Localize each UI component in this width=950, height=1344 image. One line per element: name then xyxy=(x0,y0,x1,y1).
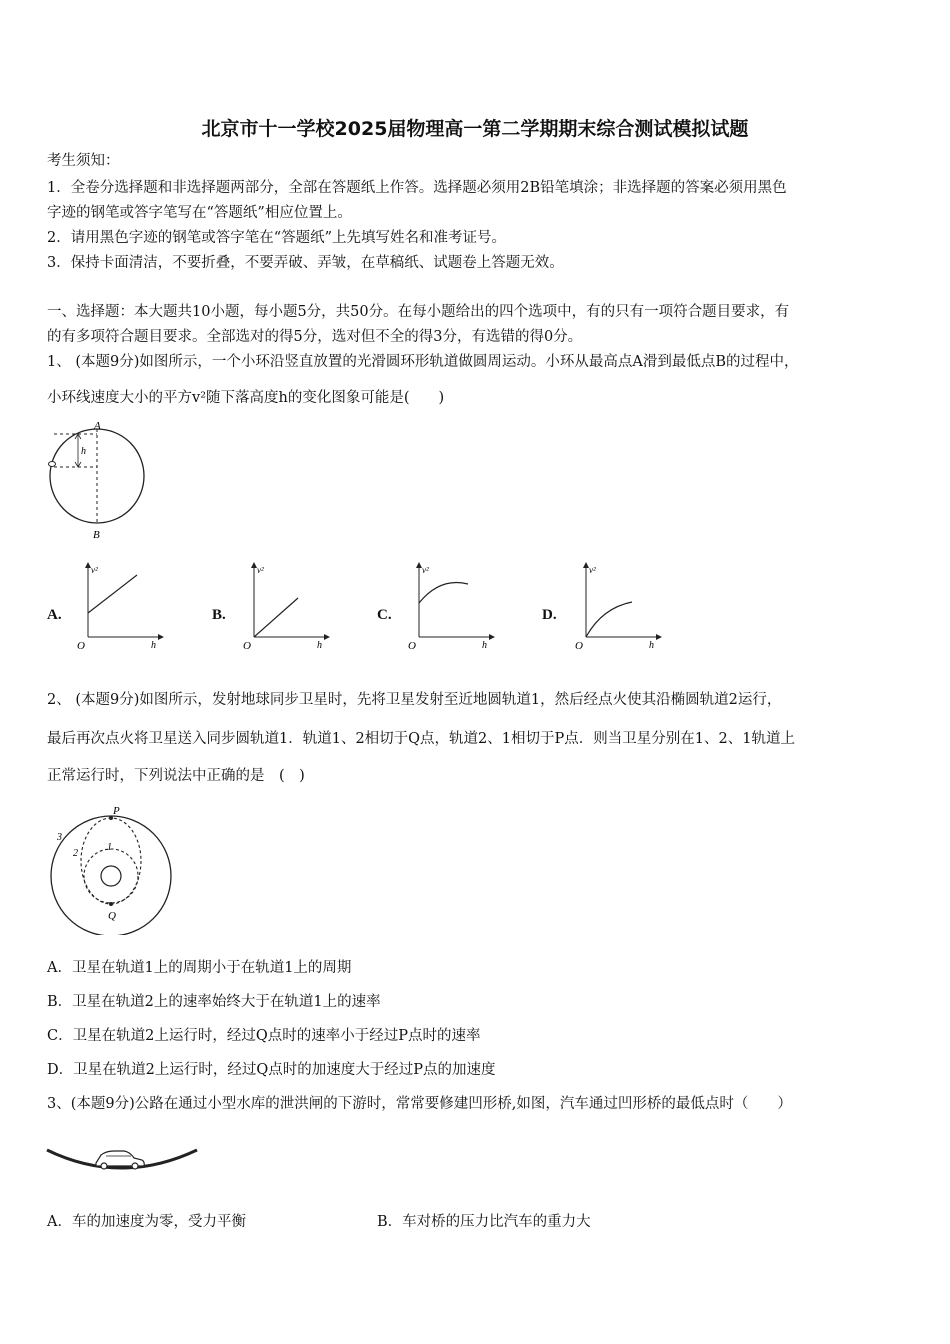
q2-label-orbit3: 3 xyxy=(57,832,62,843)
q2-option-d[interactable]: D．卫星在轨道2上运行时，经过Q点时的加速度大于经过P点的加速度 xyxy=(47,1062,496,1078)
q2-orbit-figure xyxy=(48,800,178,935)
q1-label-h: h xyxy=(81,446,86,457)
car-icon xyxy=(96,1151,144,1169)
q1-label-a: A xyxy=(94,420,101,432)
q1-graph-d[interactable] xyxy=(572,560,672,650)
q1-label-b: B xyxy=(93,529,100,541)
q2-option-b[interactable]: B．卫星在轨道2上的速率始终大于在轨道1上的速率 xyxy=(47,994,381,1010)
q1-graph-c-origin: O xyxy=(408,640,416,650)
q2-label-orbit2: 2 xyxy=(73,848,78,859)
q1-graph-a-origin: O xyxy=(77,640,85,650)
q1-graph-d-y-label: v² xyxy=(589,565,596,575)
q2-stem-line1: 2、 (本题9分)如图所示，发射地球同步卫星时，先将卫星发射至近地圆轨道1，然后经点火使其沿椭圆轨道2运行， xyxy=(47,692,782,708)
q1-stem-line1: 1、 (本题9分)如图所示，一个小环沿竖直放置的光滑圆环形轨道做圆周运动。小环从最高点A滑到最低点B的过程中， xyxy=(47,354,799,370)
q1-graph-d-origin: O xyxy=(575,640,583,650)
q2-label-orbit1: 1 xyxy=(107,842,112,853)
notice-heading: 考生须知： xyxy=(47,153,120,169)
q1-graph-d-x-label: h xyxy=(649,640,654,650)
section-intro-line2: 的有多项符合题目要求。全部选对的得5分，选对但不全的得3分，有选错的得0分。 xyxy=(47,329,583,345)
q1-stem-line2: 小环线速度大小的平方v²随下落高度h的变化图象可能是( ) xyxy=(47,390,445,406)
q2-option-a[interactable]: A．卫星在轨道1上的周期小于在轨道1上的周期 xyxy=(47,960,352,976)
q1-option-b-label[interactable]: B. xyxy=(212,607,226,623)
notice-item: 字迹的钢笔或答字笔写在“答题纸”相应位置上。 xyxy=(47,205,352,221)
q1-graph-b-y-label: v² xyxy=(257,565,264,575)
q1-option-d-label[interactable]: D. xyxy=(542,607,557,623)
section-intro-line1: 一、选择题：本大题共10小题，每小题5分，共50分。在每小题给出的四个选项中，有的只有一项符合题目要求，有 xyxy=(47,304,790,320)
q2-label-q: Q xyxy=(108,910,116,922)
q1-graph-a[interactable] xyxy=(74,560,174,650)
q1-graph-c-y-label: v² xyxy=(422,565,429,575)
q1-option-a-label[interactable]: A. xyxy=(47,607,62,623)
q2-stem-line2: 最后再次点火将卫星送入同步圆轨道1．轨道1、2相切于Q点，轨道2、1相切于P点．则当卫星分别在1、2、1轨道上 xyxy=(47,731,795,747)
page-title: 北京市十一学校2025届物理高一第二学期期末综合测试模拟试题 xyxy=(201,118,749,140)
q1-graph-b[interactable] xyxy=(240,560,340,650)
q1-graph-a-x-label: h xyxy=(151,640,156,650)
q3-stem-line1: 3、(本题9分)公路在通过小型水库的泄洪闸的下游时，常常要修建凹形桥,如图，汽车通过凹形桥的最低点时（ ） xyxy=(47,1096,792,1112)
q2-stem-line3: 正常运行时，下列说法中正确的是 ( ) xyxy=(47,768,305,784)
q2-label-p: P xyxy=(113,805,120,817)
notice-item: 1．全卷分选择题和非选择题两部分，全部在答题纸上作答。选择题必须用2B铅笔填涂；非选择题的答案必须用黑色 xyxy=(47,180,787,196)
q3-concave-bridge-figure xyxy=(44,1138,204,1180)
q3-option-a[interactable]: A．车的加速度为零，受力平衡 xyxy=(47,1214,246,1230)
q1-graph-c-x-label: h xyxy=(482,640,487,650)
notice-item: 2．请用黑色字迹的钢笔或答字笔在“答题纸”上先填写姓名和准考证号。 xyxy=(47,230,507,246)
notice-item: 3．保持卡面清洁，不要折叠，不要弄破、弄皱，在草稿纸、试题卷上答题无效。 xyxy=(47,255,564,271)
q1-graph-b-origin: O xyxy=(243,640,251,650)
q1-circle-track-figure xyxy=(40,420,160,545)
q1-graph-c[interactable] xyxy=(405,560,505,650)
q1-option-c-label[interactable]: C. xyxy=(377,607,392,623)
q1-graph-b-x-label: h xyxy=(317,640,322,650)
q3-option-b[interactable]: B．车对桥的压力比汽车的重力大 xyxy=(377,1214,591,1230)
q2-option-c[interactable]: C．卫星在轨道2上运行时，经过Q点时的速率小于经过P点时的速率 xyxy=(47,1028,481,1044)
q1-graph-a-y-label: v² xyxy=(91,565,98,575)
